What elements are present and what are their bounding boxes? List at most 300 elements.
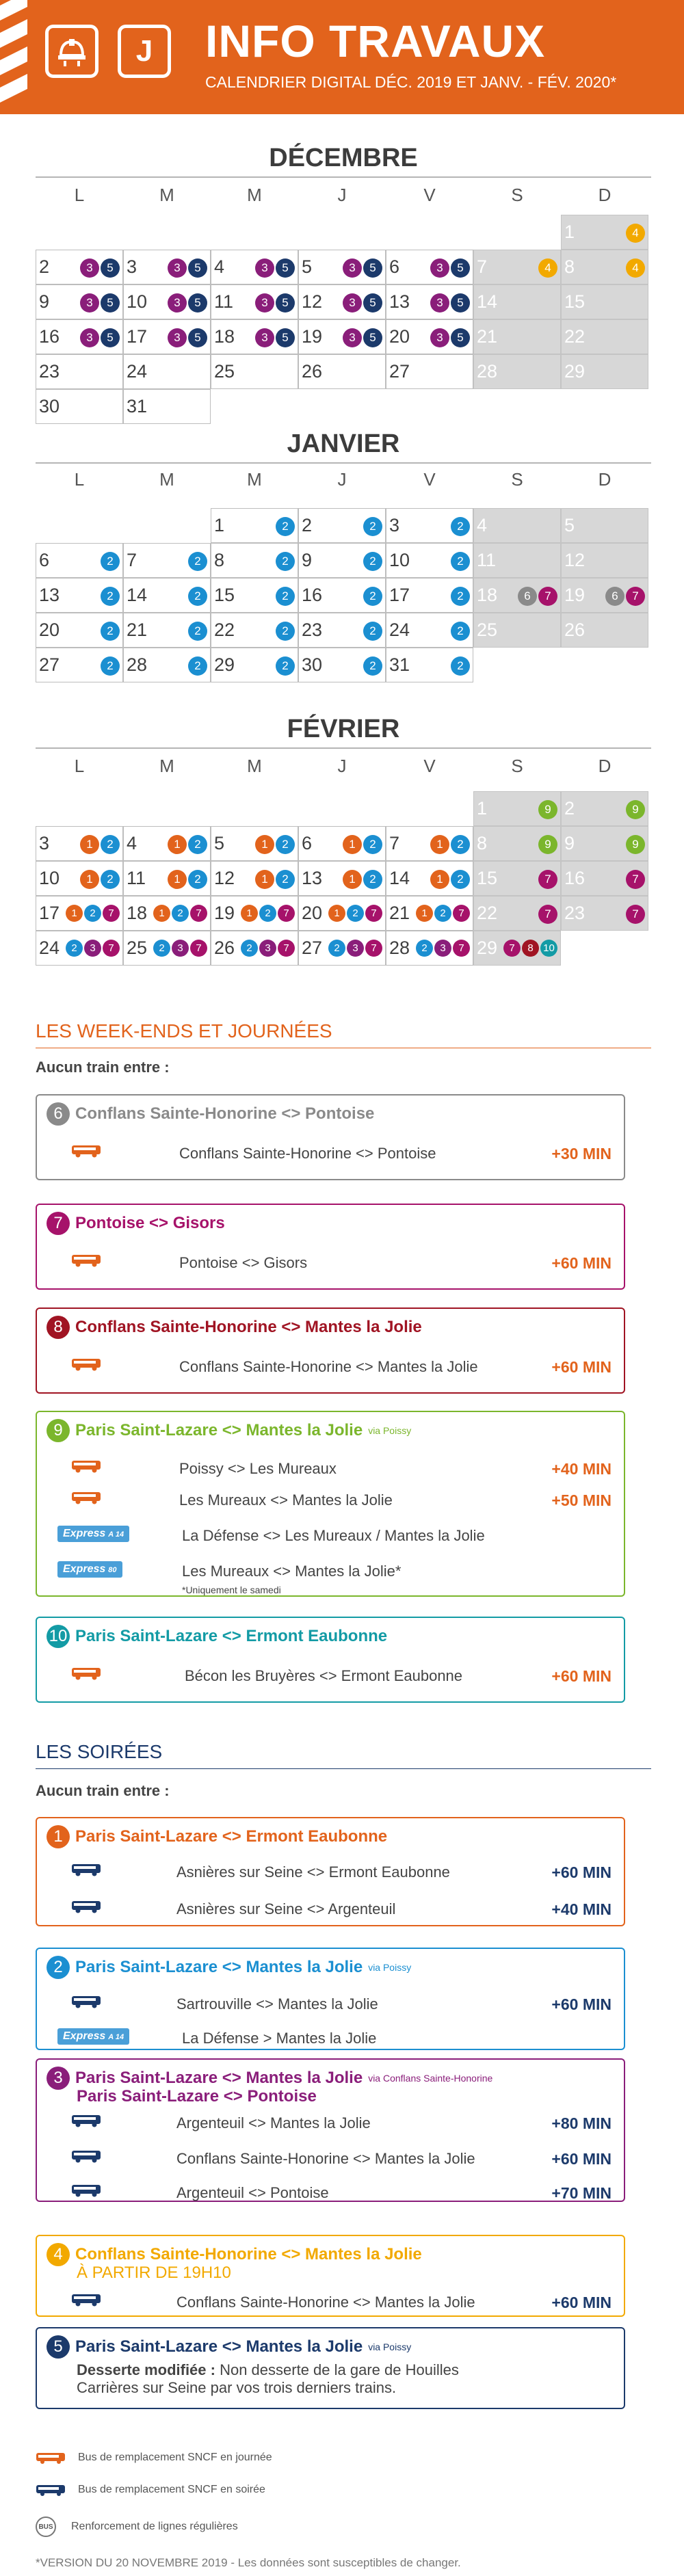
disruption-subtitle: À PARTIR DE 19H10 xyxy=(77,2263,231,2282)
day-number: 25 xyxy=(477,620,498,640)
disruption-badge: 5 xyxy=(188,328,207,347)
day-number: 23 xyxy=(564,903,586,923)
replacement-row xyxy=(37,1250,624,1273)
day-badges xyxy=(626,258,645,278)
day-number: 23 xyxy=(302,620,323,640)
disruption-badge: 2 xyxy=(66,940,83,957)
day-badges xyxy=(168,835,207,854)
day-badges xyxy=(626,224,645,243)
weekday-header xyxy=(36,469,648,490)
disruption-badge: 5 xyxy=(276,328,295,347)
section-title: LES WEEK-ENDS ET JOURNÉES xyxy=(36,1020,332,1041)
replacement-route: Conflans Sainte-Honorine <> Mantes la Jolie xyxy=(176,2150,475,2167)
day-number: 8 xyxy=(477,833,488,853)
calendar-day[interactable] xyxy=(561,896,648,931)
calendar-day[interactable] xyxy=(211,931,298,966)
weekday-label: M xyxy=(247,469,262,490)
calendar-day[interactable] xyxy=(211,896,298,931)
calendar-day[interactable] xyxy=(386,508,473,543)
replacement-route: Bécon les Bruyères <> Ermont Eaubonne xyxy=(185,1667,463,1684)
calendar-day[interactable] xyxy=(561,250,648,284)
express-tag xyxy=(57,2028,129,2045)
day-badges xyxy=(416,905,470,922)
disruption-badge: 6 xyxy=(518,587,537,606)
day-badges xyxy=(276,587,295,606)
disruption-badge: 3 xyxy=(259,940,276,957)
day-number: 31 xyxy=(389,654,410,675)
night-bus-icon xyxy=(71,2113,101,2132)
express-line: A 14 xyxy=(108,2033,124,2041)
section-divider xyxy=(36,1768,651,1769)
calendar-day[interactable] xyxy=(561,543,648,578)
calendar-day[interactable] xyxy=(561,354,648,389)
calendar-day[interactable] xyxy=(298,543,386,578)
calendar-day[interactable] xyxy=(386,613,473,648)
calendar-day[interactable] xyxy=(473,613,561,648)
weekday-label: M xyxy=(159,185,174,205)
replacement-row xyxy=(37,2289,624,2313)
disruption-badge: 7 xyxy=(278,940,295,957)
day-number: 9 xyxy=(302,550,313,570)
calendar-day[interactable] xyxy=(561,508,648,543)
calendar-day[interactable] xyxy=(36,578,123,613)
disruption-subtitle: Paris Saint-Lazare <> Pontoise xyxy=(77,2087,317,2106)
replacement-route: Pontoise <> Gisors xyxy=(179,1254,308,1271)
calendar-day[interactable] xyxy=(36,389,123,424)
disruption-badge: 3 xyxy=(434,940,451,957)
day-badges xyxy=(66,905,120,922)
day-number: 1 xyxy=(564,222,575,242)
calendar-day[interactable] xyxy=(386,543,473,578)
disruption-route-title: Conflans Sainte-Honorine <> Mantes la Jolie xyxy=(75,1318,422,1336)
disruption-badge: 2 xyxy=(451,517,470,536)
day-number: 16 xyxy=(302,585,323,605)
day-number: 21 xyxy=(477,326,498,347)
calendar-day[interactable] xyxy=(298,284,386,319)
disruption-badge: 4 xyxy=(626,224,645,243)
calendar-day[interactable] xyxy=(473,931,561,966)
description-label: Desserte modifiée : xyxy=(77,2361,215,2378)
disruption-badge: 7 xyxy=(453,940,470,957)
replacement-row xyxy=(37,2146,624,2169)
weekday-label: S xyxy=(511,756,523,776)
day-number: 29 xyxy=(214,654,235,675)
day-number: 12 xyxy=(564,550,586,570)
day-badges xyxy=(363,656,382,676)
disruption-badge: 1 xyxy=(255,835,274,854)
night-bus-icon xyxy=(36,2484,66,2496)
calendar-day[interactable] xyxy=(561,613,648,648)
day-badges xyxy=(451,622,470,641)
calendar-day[interactable] xyxy=(298,578,386,613)
weekday-label: S xyxy=(511,185,523,205)
disruption-title xyxy=(47,2067,492,2090)
section-subhead: Aucun train entre : xyxy=(36,1059,170,1076)
disruption-badge: 1 xyxy=(416,905,433,922)
disruption-badge: 1 xyxy=(168,835,187,854)
day-badges xyxy=(188,622,207,641)
disruption-badge: 1 xyxy=(255,870,274,889)
disruption-number-badge: 1 xyxy=(47,1825,70,1848)
extra-time: +80 MIN xyxy=(551,2114,611,2132)
calendar-day[interactable] xyxy=(36,543,123,578)
disruption-badge: 1 xyxy=(153,905,170,922)
day-bus-icon xyxy=(71,1666,101,1684)
day-badges xyxy=(80,835,120,854)
calendar-day[interactable] xyxy=(36,613,123,648)
replacement-route: Conflans Sainte-Honorine <> Mantes la Jolie xyxy=(176,2294,475,2311)
calendar-day[interactable] xyxy=(298,861,386,896)
disruption-badge: 4 xyxy=(626,258,645,278)
disruption-badge: 3 xyxy=(168,258,187,278)
disruption-badge: 7 xyxy=(103,940,120,957)
calendar-day[interactable] xyxy=(473,578,561,613)
disruption-badge: 7 xyxy=(503,940,521,957)
calendar-day[interactable] xyxy=(211,826,298,861)
disruption-badge: 5 xyxy=(188,258,207,278)
disruption-description xyxy=(77,2361,459,2397)
replacement-row xyxy=(37,1663,624,1686)
disruption-badge: 2 xyxy=(451,622,470,641)
page-subtitle: CALENDRIER DIGITAL DÉC. 2019 ET JANV. - FÉV. 2020* xyxy=(205,73,617,91)
day-number: 9 xyxy=(564,833,575,853)
calendar-day[interactable] xyxy=(123,613,211,648)
day-number: 14 xyxy=(127,585,148,605)
calendar-day[interactable] xyxy=(123,861,211,896)
calendar-day[interactable] xyxy=(473,826,561,861)
calendar-day[interactable] xyxy=(298,508,386,543)
calendar-day[interactable] xyxy=(298,319,386,354)
disruption-badge: 8 xyxy=(522,940,539,957)
calendar-day[interactable] xyxy=(36,826,123,861)
disruption-title xyxy=(47,2335,411,2359)
calendar-day[interactable] xyxy=(473,508,561,543)
day-badges xyxy=(66,940,120,957)
express-label: Express xyxy=(63,1528,106,1539)
calendar-day[interactable] xyxy=(386,250,473,284)
disruption-badge: 2 xyxy=(188,552,207,571)
calendar-day[interactable] xyxy=(561,861,648,896)
disruption-badge: 5 xyxy=(101,293,120,313)
disruption-badge: 2 xyxy=(276,622,295,641)
disruption-badge: 1 xyxy=(430,835,449,854)
disruption-badge: 7 xyxy=(365,905,382,922)
day-badges xyxy=(255,293,295,313)
day-bus-icon xyxy=(71,1490,101,1509)
disruption-via: via Poissy xyxy=(368,1962,412,1973)
calendar-day[interactable] xyxy=(123,896,211,931)
disruption-badge: 2 xyxy=(276,870,295,889)
calendar-day[interactable] xyxy=(298,896,386,931)
calendar-day[interactable] xyxy=(473,354,561,389)
day-number: 28 xyxy=(477,361,498,382)
calendar-day[interactable] xyxy=(561,826,648,861)
calendar-day[interactable] xyxy=(473,896,561,931)
day-number: 28 xyxy=(127,654,148,675)
day-number: 28 xyxy=(389,938,410,958)
calendar-day[interactable] xyxy=(386,861,473,896)
calendar-day[interactable] xyxy=(298,648,386,682)
day-number: 12 xyxy=(214,868,235,888)
calendar-day[interactable] xyxy=(386,319,473,354)
day-badges xyxy=(626,905,645,924)
weekday-label: J xyxy=(337,469,347,490)
bus-badge-icon xyxy=(36,2517,56,2537)
disruption-box xyxy=(36,2058,625,2202)
calendar-day[interactable] xyxy=(123,250,211,284)
disruption-badge: 7 xyxy=(103,905,120,922)
extra-time: +60 MIN xyxy=(551,1254,611,1272)
calendar-day[interactable] xyxy=(36,250,123,284)
disruption-route-title: Conflans Sainte-Honorine <> Mantes la Jolie xyxy=(75,2245,422,2263)
express-tag xyxy=(57,1561,122,1578)
calendar-day[interactable] xyxy=(123,319,211,354)
legend-reinforced-label: Renforcement de lignes régulières xyxy=(71,2521,238,2532)
calendar-day[interactable] xyxy=(211,319,298,354)
day-badges xyxy=(80,870,120,889)
legend-day-bus xyxy=(36,2452,272,2464)
disruption-badge: 3 xyxy=(80,258,99,278)
weekday-label: M xyxy=(247,185,262,205)
calendar-day[interactable] xyxy=(36,896,123,931)
calendar-day[interactable] xyxy=(561,791,648,826)
header xyxy=(0,0,684,114)
disruption-badge: 2 xyxy=(434,905,451,922)
disruption-box xyxy=(36,2327,625,2409)
disruption-badge: 2 xyxy=(363,835,382,854)
day-number: 18 xyxy=(127,903,148,923)
calendar-day[interactable] xyxy=(211,613,298,648)
calendar-day[interactable] xyxy=(211,543,298,578)
calendar-day[interactable] xyxy=(386,284,473,319)
calendar-day[interactable] xyxy=(123,648,211,682)
disruption-badge: 3 xyxy=(80,293,99,313)
disruption-via: via Poissy xyxy=(368,2341,412,2352)
calendar-day[interactable] xyxy=(36,284,123,319)
day-number: 15 xyxy=(214,585,235,605)
day-badges xyxy=(276,656,295,676)
day-number: 23 xyxy=(39,361,60,382)
night-bus-icon xyxy=(71,1994,101,2013)
disruption-title xyxy=(47,1419,411,1442)
disruption-badge: 9 xyxy=(538,800,557,819)
day-number: 21 xyxy=(127,620,148,640)
disruption-badge: 2 xyxy=(347,905,364,922)
weekday-label: S xyxy=(511,469,523,490)
day-badges xyxy=(343,835,382,854)
day-number: 25 xyxy=(127,938,148,958)
extra-time: +40 MIN xyxy=(551,1460,611,1478)
calendar-day[interactable] xyxy=(473,319,561,354)
month-title: FÉVRIER xyxy=(287,715,400,743)
day-badges xyxy=(276,552,295,571)
calendar-day[interactable] xyxy=(473,284,561,319)
day-badges xyxy=(101,552,120,571)
disruption-badge: 1 xyxy=(80,870,99,889)
calendar-day[interactable] xyxy=(123,931,211,966)
replacement-route: La Défense > Mantes la Jolie xyxy=(182,2030,377,2047)
calendar-day[interactable] xyxy=(386,578,473,613)
disruption-badge: 3 xyxy=(80,328,99,347)
disruption-route-title: Paris Saint-Lazare <> Mantes la Jolie xyxy=(75,1421,363,1439)
day-badges xyxy=(363,552,382,571)
calendar-day[interactable] xyxy=(473,791,561,826)
day-number: 17 xyxy=(39,903,60,923)
disruption-badge: 2 xyxy=(172,905,189,922)
disruption-badge: 3 xyxy=(168,328,187,347)
calendar-day[interactable] xyxy=(473,543,561,578)
day-badges xyxy=(416,940,470,957)
disruption-badge: 7 xyxy=(453,905,470,922)
day-number: 16 xyxy=(564,868,586,888)
calendar-day[interactable] xyxy=(211,861,298,896)
day-badges xyxy=(605,587,645,606)
calendar-day[interactable] xyxy=(298,250,386,284)
calendar-day[interactable] xyxy=(561,319,648,354)
calendar-day[interactable] xyxy=(36,354,123,389)
disruption-route-title: Pontoise <> Gisors xyxy=(75,1214,225,1232)
day-number: 9 xyxy=(39,291,50,312)
calendar-day[interactable] xyxy=(211,250,298,284)
disruption-badge: 5 xyxy=(363,328,382,347)
disruption-badge: 7 xyxy=(626,870,645,889)
day-number: 1 xyxy=(477,798,488,819)
disruption-badge: 2 xyxy=(101,835,120,854)
day-badges xyxy=(451,587,470,606)
express-label: Express xyxy=(63,2030,106,2042)
disruption-badge: 2 xyxy=(276,656,295,676)
day-badges xyxy=(241,940,295,957)
calendar-day[interactable] xyxy=(123,389,211,424)
calendar-day[interactable] xyxy=(386,354,473,389)
express-bus-icon xyxy=(57,2028,129,2045)
description-text: Non desserte de la gare de Houilles xyxy=(215,2361,459,2378)
disruption-badge: 2 xyxy=(276,517,295,536)
calendar-day[interactable] xyxy=(386,896,473,931)
calendar-day[interactable] xyxy=(298,931,386,966)
calendar-day[interactable] xyxy=(36,319,123,354)
day-number: 3 xyxy=(389,515,400,535)
calendar-day[interactable] xyxy=(298,826,386,861)
calendar-day[interactable] xyxy=(36,931,123,966)
calendar-day[interactable] xyxy=(123,354,211,389)
calendar-day[interactable] xyxy=(123,284,211,319)
day-number: 11 xyxy=(127,868,146,888)
day-badges xyxy=(626,870,645,889)
calendar-day[interactable] xyxy=(211,284,298,319)
calendar-day[interactable] xyxy=(123,578,211,613)
day-badges xyxy=(255,870,295,889)
calendar-day[interactable] xyxy=(386,931,473,966)
disruption-badge: 1 xyxy=(168,870,187,889)
calendar-day[interactable] xyxy=(298,354,386,389)
express-line: A 14 xyxy=(108,1530,124,1539)
disruption-badge: 2 xyxy=(101,870,120,889)
disruption-badge: 7 xyxy=(538,870,557,889)
day-badges xyxy=(255,258,295,278)
calendar-day[interactable] xyxy=(298,613,386,648)
night-bus-icon xyxy=(71,2183,101,2201)
extra-time: +30 MIN xyxy=(551,1145,611,1163)
day-number: 18 xyxy=(477,585,498,605)
calendar-day[interactable] xyxy=(473,250,561,284)
disruption-via: via Poissy xyxy=(368,1425,412,1436)
calendar-day[interactable] xyxy=(473,861,561,896)
disruption-number-badge: 7 xyxy=(47,1212,70,1235)
disruption-badge: 3 xyxy=(347,940,364,957)
disruption-box xyxy=(36,1094,625,1180)
disruption-badge: 7 xyxy=(538,905,557,924)
day-badges xyxy=(168,258,207,278)
disruption-badge: 7 xyxy=(365,940,382,957)
day-badges xyxy=(276,517,295,536)
calendar-day[interactable] xyxy=(123,826,211,861)
calendar-day[interactable] xyxy=(561,578,648,613)
day-badges xyxy=(80,258,120,278)
day-number: 22 xyxy=(564,326,586,347)
day-badges xyxy=(343,258,382,278)
day-number: 5 xyxy=(302,256,313,277)
disruption-badge: 3 xyxy=(168,293,187,313)
day-number: 2 xyxy=(39,256,50,277)
express-line: 80 xyxy=(108,1566,117,1574)
calendar-day[interactable] xyxy=(211,648,298,682)
night-bus-icon xyxy=(71,2292,101,2311)
calendar-day[interactable] xyxy=(211,508,298,543)
disruption-badge: 2 xyxy=(241,940,258,957)
disruption-badge: 3 xyxy=(430,293,449,313)
day-number: 27 xyxy=(39,654,60,675)
disruption-badge: 1 xyxy=(241,905,258,922)
calendar-day[interactable] xyxy=(386,826,473,861)
disruption-badge: 2 xyxy=(188,587,207,606)
calendar-day[interactable] xyxy=(561,215,648,250)
extra-time: +40 MIN xyxy=(551,1900,611,1918)
disruption-badge: 7 xyxy=(278,905,295,922)
calendar-day[interactable] xyxy=(211,578,298,613)
disruption-title xyxy=(47,2243,422,2266)
calendar-day[interactable] xyxy=(36,648,123,682)
calendar-day[interactable] xyxy=(561,284,648,319)
disruption-title xyxy=(47,1212,225,1235)
day-number: 1 xyxy=(214,515,225,535)
day-number: 29 xyxy=(564,361,586,382)
day-number: 5 xyxy=(564,515,575,535)
disruption-badge: 2 xyxy=(101,622,120,641)
day-badges xyxy=(188,656,207,676)
disruption-badge: 2 xyxy=(84,905,101,922)
calendar-day[interactable] xyxy=(123,543,211,578)
day-number: 18 xyxy=(214,326,235,347)
calendar-day[interactable] xyxy=(211,354,298,389)
day-badges xyxy=(168,293,207,313)
day-number: 14 xyxy=(389,868,410,888)
disruption-badge: 1 xyxy=(66,905,83,922)
calendar-day[interactable] xyxy=(36,861,123,896)
day-bus-icon xyxy=(71,1143,101,1162)
day-badges xyxy=(430,293,470,313)
calendar-day[interactable] xyxy=(386,648,473,682)
day-badges xyxy=(538,835,557,854)
disruption-via: via Conflans Sainte-Honorine xyxy=(368,2073,493,2084)
disruption-badge: 2 xyxy=(101,587,120,606)
replacement-row xyxy=(37,1487,624,1511)
legend-night-bus xyxy=(36,2484,265,2496)
day-badges xyxy=(153,905,207,922)
day-badges xyxy=(255,835,295,854)
disruption-badge: 1 xyxy=(343,870,362,889)
day-number: 7 xyxy=(477,256,488,277)
